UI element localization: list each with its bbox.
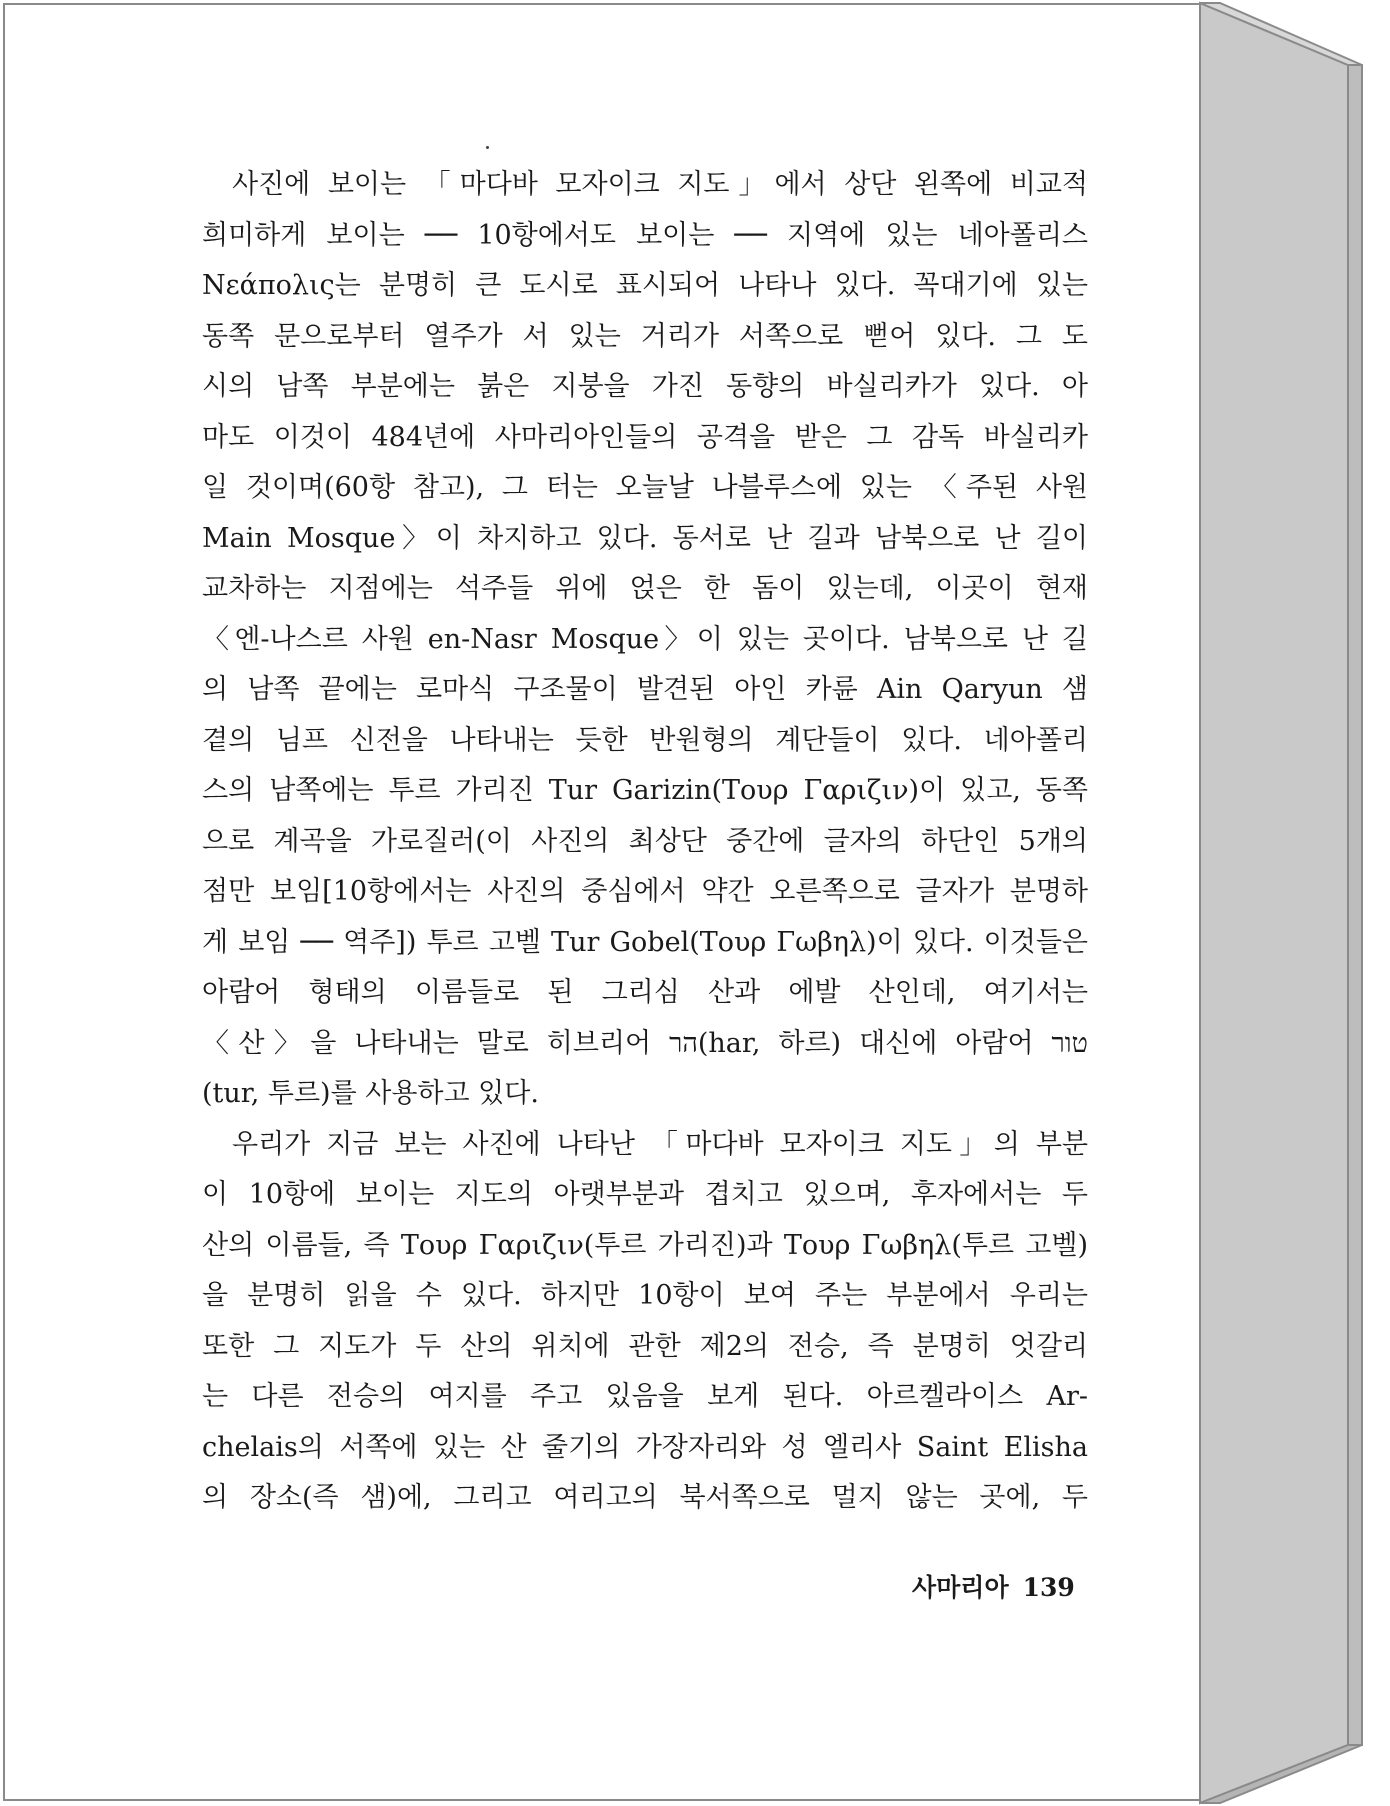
text-line: 마도 이것이 484년에 사마리아인들의 공격을 받은 그 감독 바실리카	[202, 421, 1088, 453]
paragraph-1	[202, 160, 1088, 1120]
text-line: chelais의 서쪽에 있는 산 줄기의 가장자리와 성 엘리사 Saint Elisha	[202, 1431, 1088, 1463]
page-edge-shadow	[1190, 0, 1390, 1806]
text-line: 는 다른 전승의 여지를 주고 있음을 보게 된다. 아르켈라이스 Ar-	[202, 1381, 1088, 1412]
text-line: 점만 보임[10항에서는 사진의 중심에서 약간 오른쪽으로 글자가 분명하	[202, 876, 1088, 907]
text-line: 으로 계곡을 가로질러(이 사진의 최상단 중간에 글자의 하단인 5개의	[202, 825, 1088, 857]
text-line: 시의 남쪽 부분에는 붉은 지붕을 가진 동향의 바실리카가 있다. 아	[202, 371, 1088, 402]
page-number: 139	[1022, 1573, 1075, 1602]
text-line: 의 장소(즉 샘)에, 그리고 여리고의 북서쪽으로 멀지 않는 곳에, 두	[202, 1482, 1088, 1513]
print-speck	[486, 146, 489, 149]
text-line: 동쪽 문으로부터 열주가 서 있는 거리가 서쪽으로 뻗어 있다. 그 도	[202, 320, 1088, 352]
body-text	[202, 160, 1088, 1524]
text-line: 또한 그 지도가 두 산의 위치에 관한 제2의 전승, 즉 분명히 엇갈리	[202, 1330, 1088, 1362]
text-line: Main Mosque〉이 차지하고 있다. 동서로 난 길과 남북으로 난 길이	[202, 522, 1088, 554]
text-line: (tur, 투르)를 사용하고 있다.	[202, 1078, 539, 1109]
text-line: 교차하는 지점에는 석주들 위에 얹은 한 돔이 있는데, 이곳이 현재	[202, 573, 1088, 604]
text-line: 스의 남쪽에는 투르 가리진 Tur Garizin(Τουρ Γαριζιν)이 있고, 동쪽	[202, 775, 1088, 806]
text-line: 을 분명히 읽을 수 있다. 하지만 10항이 보여 주는 부분에서 우리는	[202, 1280, 1088, 1311]
text-line: 이 10항에 보이는 지도의 아랫부분과 겹치고 있으며, 후자에서는 두	[202, 1179, 1088, 1210]
text-line: 사진에 보이는 「마다바 모자이크 지도」에서 상단 왼쪽에 비교적	[232, 169, 1088, 200]
running-head: 사마리아	[912, 1573, 1009, 1602]
text-line: 〈엔-나스르 사원 en-Nasr Mosque〉이 있는 곳이다. 남북으로 난 길	[202, 623, 1088, 655]
text-line: 의 남쪽 끝에는 로마식 구조물이 발견된 아인 카륜 Ain Qaryun 샘	[202, 674, 1088, 705]
text-line: 〈산〉을 나타내는 말로 히브리어 הר(har, 하르) 대신에 아람어 טור	[202, 1027, 1088, 1059]
text-line: Νεάπολις는 분명히 큰 도시로 표시되어 나타나 있다. 꼭대기에 있는	[202, 270, 1088, 301]
page-footer	[912, 1568, 1075, 1604]
text-line: 우리가 지금 보는 사진에 나타난 「마다바 모자이크 지도」의 부분	[232, 1128, 1088, 1160]
text-line: 희미하게 보이는 ── 10항에서도 보이는 ── 지역에 있는 네아폴리스	[202, 219, 1088, 251]
text-line: 산의 이름들, 즉 Τουρ Γαριζιν(투르 가리진)과 Τουρ Γωβηλ(투르 고벨)	[202, 1229, 1088, 1261]
text-line: 일 것이며(60항 참고), 그 터는 오늘날 나블루스에 있는 〈주된 사원	[202, 472, 1088, 503]
text-line: 곁의 님프 신전을 나타내는 듯한 반원형의 계단들이 있다. 네아폴리	[202, 724, 1088, 756]
text-line: 게 보임 ── 역주]) 투르 고벨 Tur Gobel(Τουρ Γωβηλ)이 있다. 이것들은	[202, 926, 1088, 958]
paragraph-2	[202, 1120, 1088, 1524]
text-line: 아람어 형태의 이름들로 된 그리심 산과 에발 산인데, 여기서는	[202, 977, 1088, 1008]
